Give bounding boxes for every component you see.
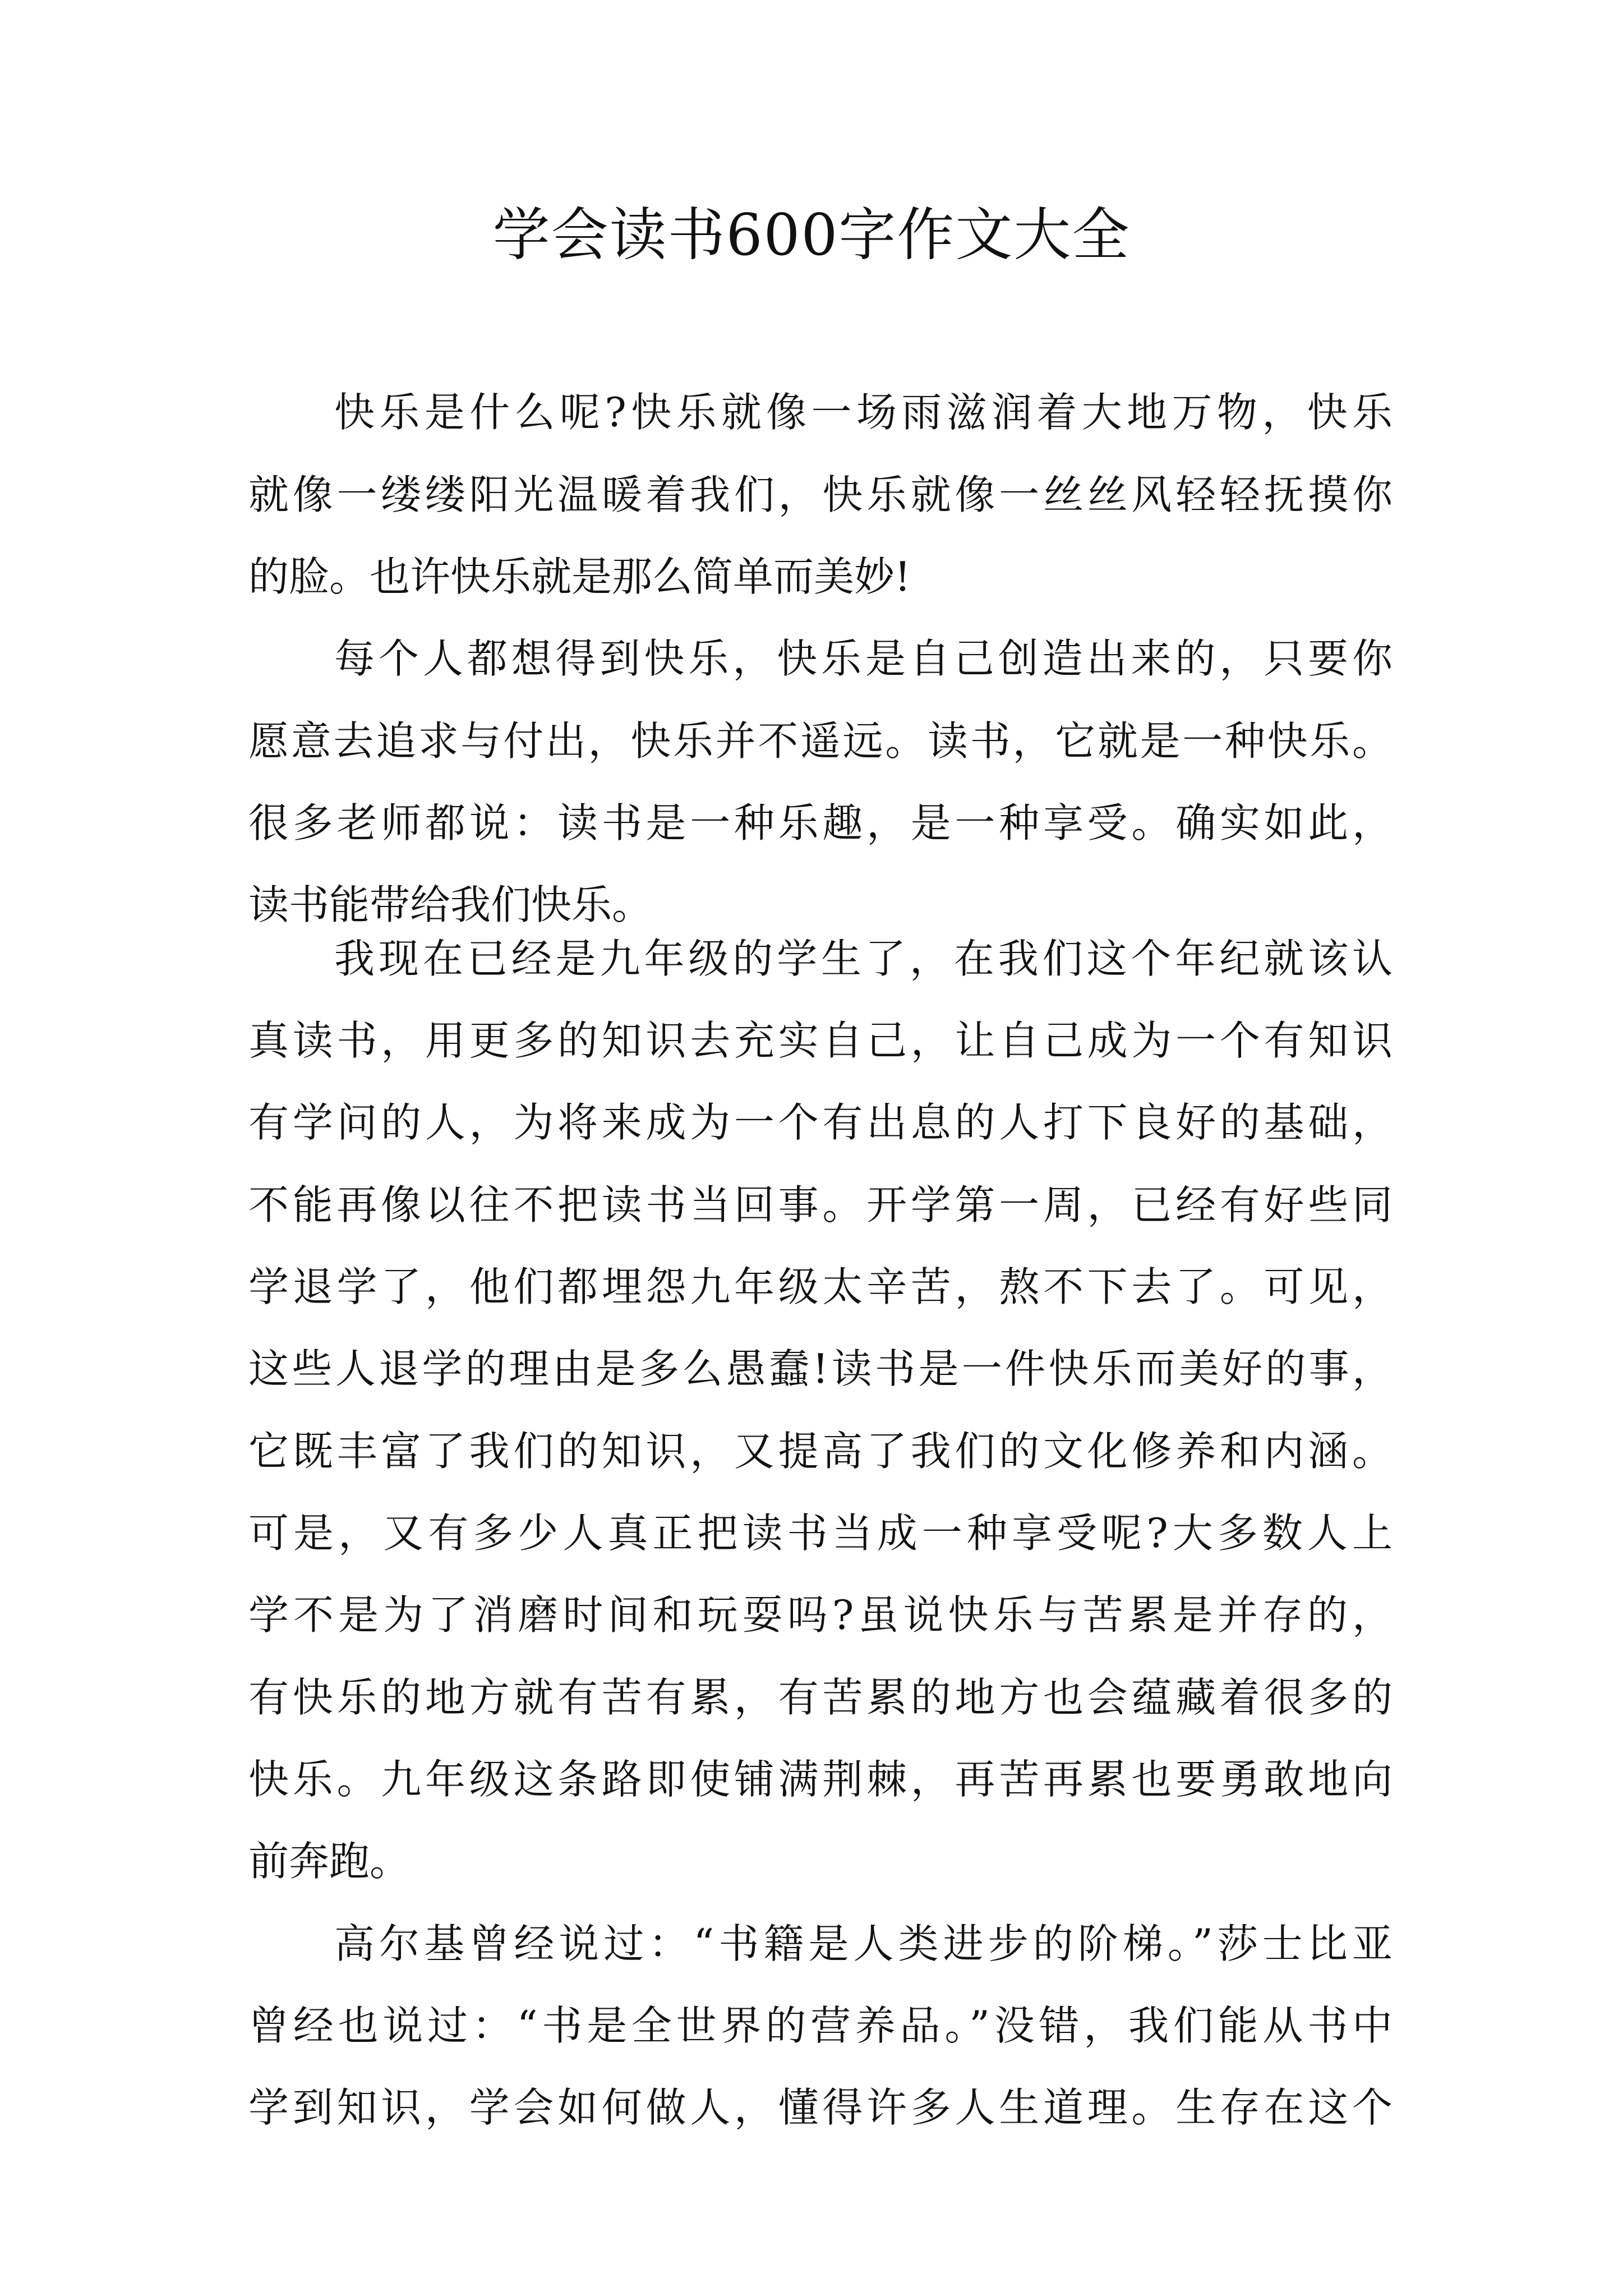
paragraph-3-line-2: 真读书，用更多的知识去充实自己，让自己成为一个有知识	[248, 1017, 1393, 1064]
paragraph-2-line-2: 愿意去追求与付出，快乐并不遥远。读书，它就是一种快乐。	[248, 717, 1393, 765]
paragraph-4-line-3: 学到知识，学会如何做人，懂得许多人生道理。生存在这个	[248, 2084, 1393, 2131]
paragraph-1-line-3: 的脸。也许快乐就是那么简单而美妙!	[248, 553, 911, 600]
paragraph-3-line-6: 这些人退学的理由是多么愚蠢!读书是一件快乐而美好的事，	[248, 1345, 1393, 1392]
paragraph-3-line-11: 快乐。九年级这条路即使铺满荆棘，再苦再累也要勇敢地向	[248, 1756, 1393, 1803]
paragraph-4-line-1: 高尔基曾经说过：“书籍是人类进步的阶梯。”莎士比亚	[334, 1920, 1393, 1967]
paragraph-3-line-8: 可是，又有多少人真正把读书当成一种享受呢?大多数人上	[248, 1510, 1393, 1557]
paragraph-1-line-2: 就像一缕缕阳光温暖着我们，快乐就像一丝丝风轻轻抚摸你	[248, 471, 1393, 518]
paragraph-4-line-2: 曾经也说过：“书是全世界的营养品。”没错，我们能从书中	[248, 2002, 1393, 2049]
paragraph-2-line-3: 很多老师都说：读书是一种乐趣，是一种享受。确实如此，	[248, 799, 1393, 846]
paragraph-3-line-4: 不能再像以往不把读书当回事。开学第一周，已经有好些同	[248, 1181, 1393, 1228]
paragraph-3-line-5: 学退学了，他们都埋怨九年级太辛苦，熬不下去了。可见，	[248, 1263, 1393, 1310]
paragraph-3-line-7: 它既丰富了我们的知识，又提高了我们的文化修养和内涵。	[248, 1428, 1393, 1475]
paragraph-3-line-12: 前奔跑。	[248, 1838, 411, 1885]
paragraph-1-line-1: 快乐是什么呢?快乐就像一场雨滋润着大地万物，快乐	[334, 389, 1393, 436]
paragraph-2-line-1: 每个人都想得到快乐，快乐是自己创造出来的，只要你	[334, 635, 1393, 682]
paragraph-3-line-3: 有学问的人，为将来成为一个有出息的人打下良好的基础，	[248, 1099, 1393, 1146]
document-title: 学会读书600字作文大全	[492, 202, 1131, 269]
paragraph-2-line-4: 读书能带给我们快乐。	[248, 881, 653, 928]
paragraph-3-line-10: 有快乐的地方就有苦有累，有苦累的地方也会蕴藏着很多的	[248, 1674, 1393, 1721]
paragraph-3-line-1: 我现在已经是九年级的学生了，在我们这个年纪就该认	[334, 935, 1393, 982]
paragraph-3-line-9: 学不是为了消磨时间和玩耍吗?虽说快乐与苦累是并存的，	[248, 1591, 1393, 1639]
